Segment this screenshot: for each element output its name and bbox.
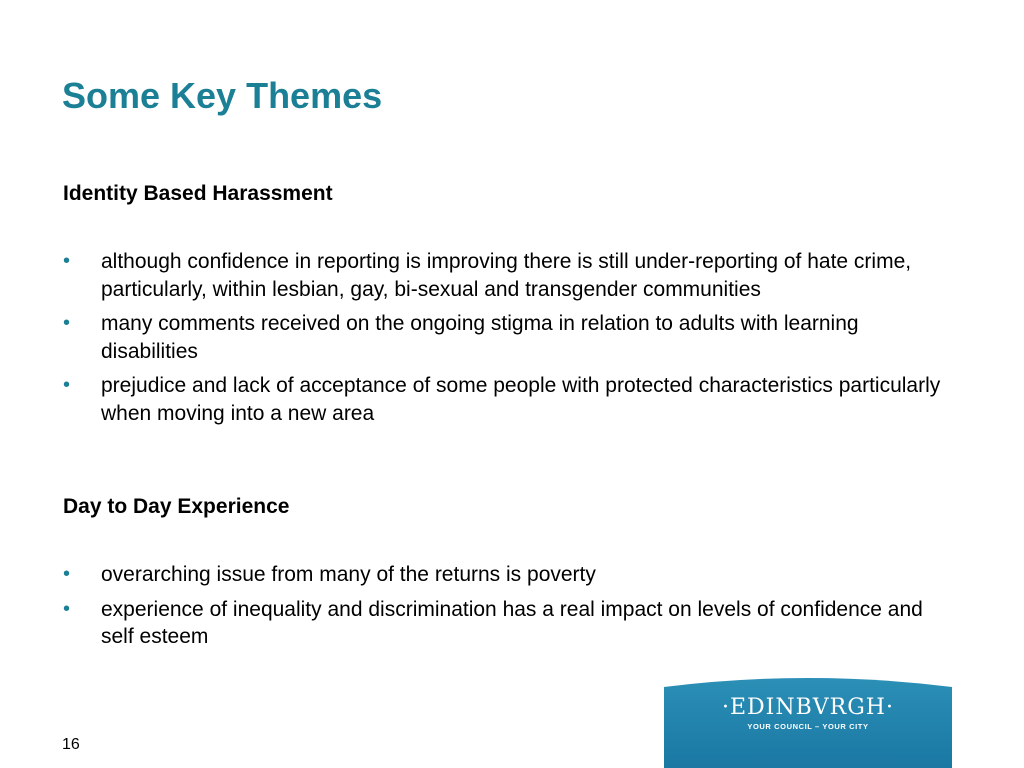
section-heading: Day to Day Experience (63, 495, 290, 518)
logo-name: ·EDINBVRGH· (721, 695, 894, 720)
bullet-item (63, 248, 943, 303)
bullet-item (63, 561, 943, 589)
bullet-text: although confidence in reporting is improving there is still under-reporting of hate crime, particularly, within lesbian, gay, bi-sexual and transgender communities (101, 250, 912, 301)
section-heading: Identity Based Harassment (63, 182, 333, 205)
bullet-text: many comments received on the ongoing stigma in relation to adults with learning disabilities (101, 312, 859, 363)
bullet-text: overarching issue from many of the returns is poverty (101, 563, 596, 586)
bullet-list (63, 561, 943, 651)
bullet-text: prejudice and lack of acceptance of some people with protected characteristics particularly when moving into a new area (101, 374, 941, 425)
bullet-icon: • (63, 597, 71, 620)
section-day-to-day-experience (63, 493, 943, 658)
bullet-item (63, 596, 943, 651)
bullet-icon: • (63, 374, 71, 396)
logo-tagline: YOUR COUNCIL – YOUR CITY (747, 722, 869, 731)
section-identity-based-harassment (63, 180, 943, 434)
edinburgh-logo (664, 677, 952, 768)
page-number: 16 (62, 736, 80, 753)
bullet-text: experience of inequality and discrimination has a real impact on levels of confidence and self esteem (101, 597, 923, 648)
bullet-item (63, 372, 943, 427)
bullet-icon: • (63, 312, 71, 334)
bullet-icon: • (63, 250, 71, 272)
bullet-icon: • (63, 563, 71, 585)
slide-title: Some Key Themes (62, 75, 383, 116)
bullet-list (63, 248, 943, 427)
bullet-item (63, 310, 943, 365)
